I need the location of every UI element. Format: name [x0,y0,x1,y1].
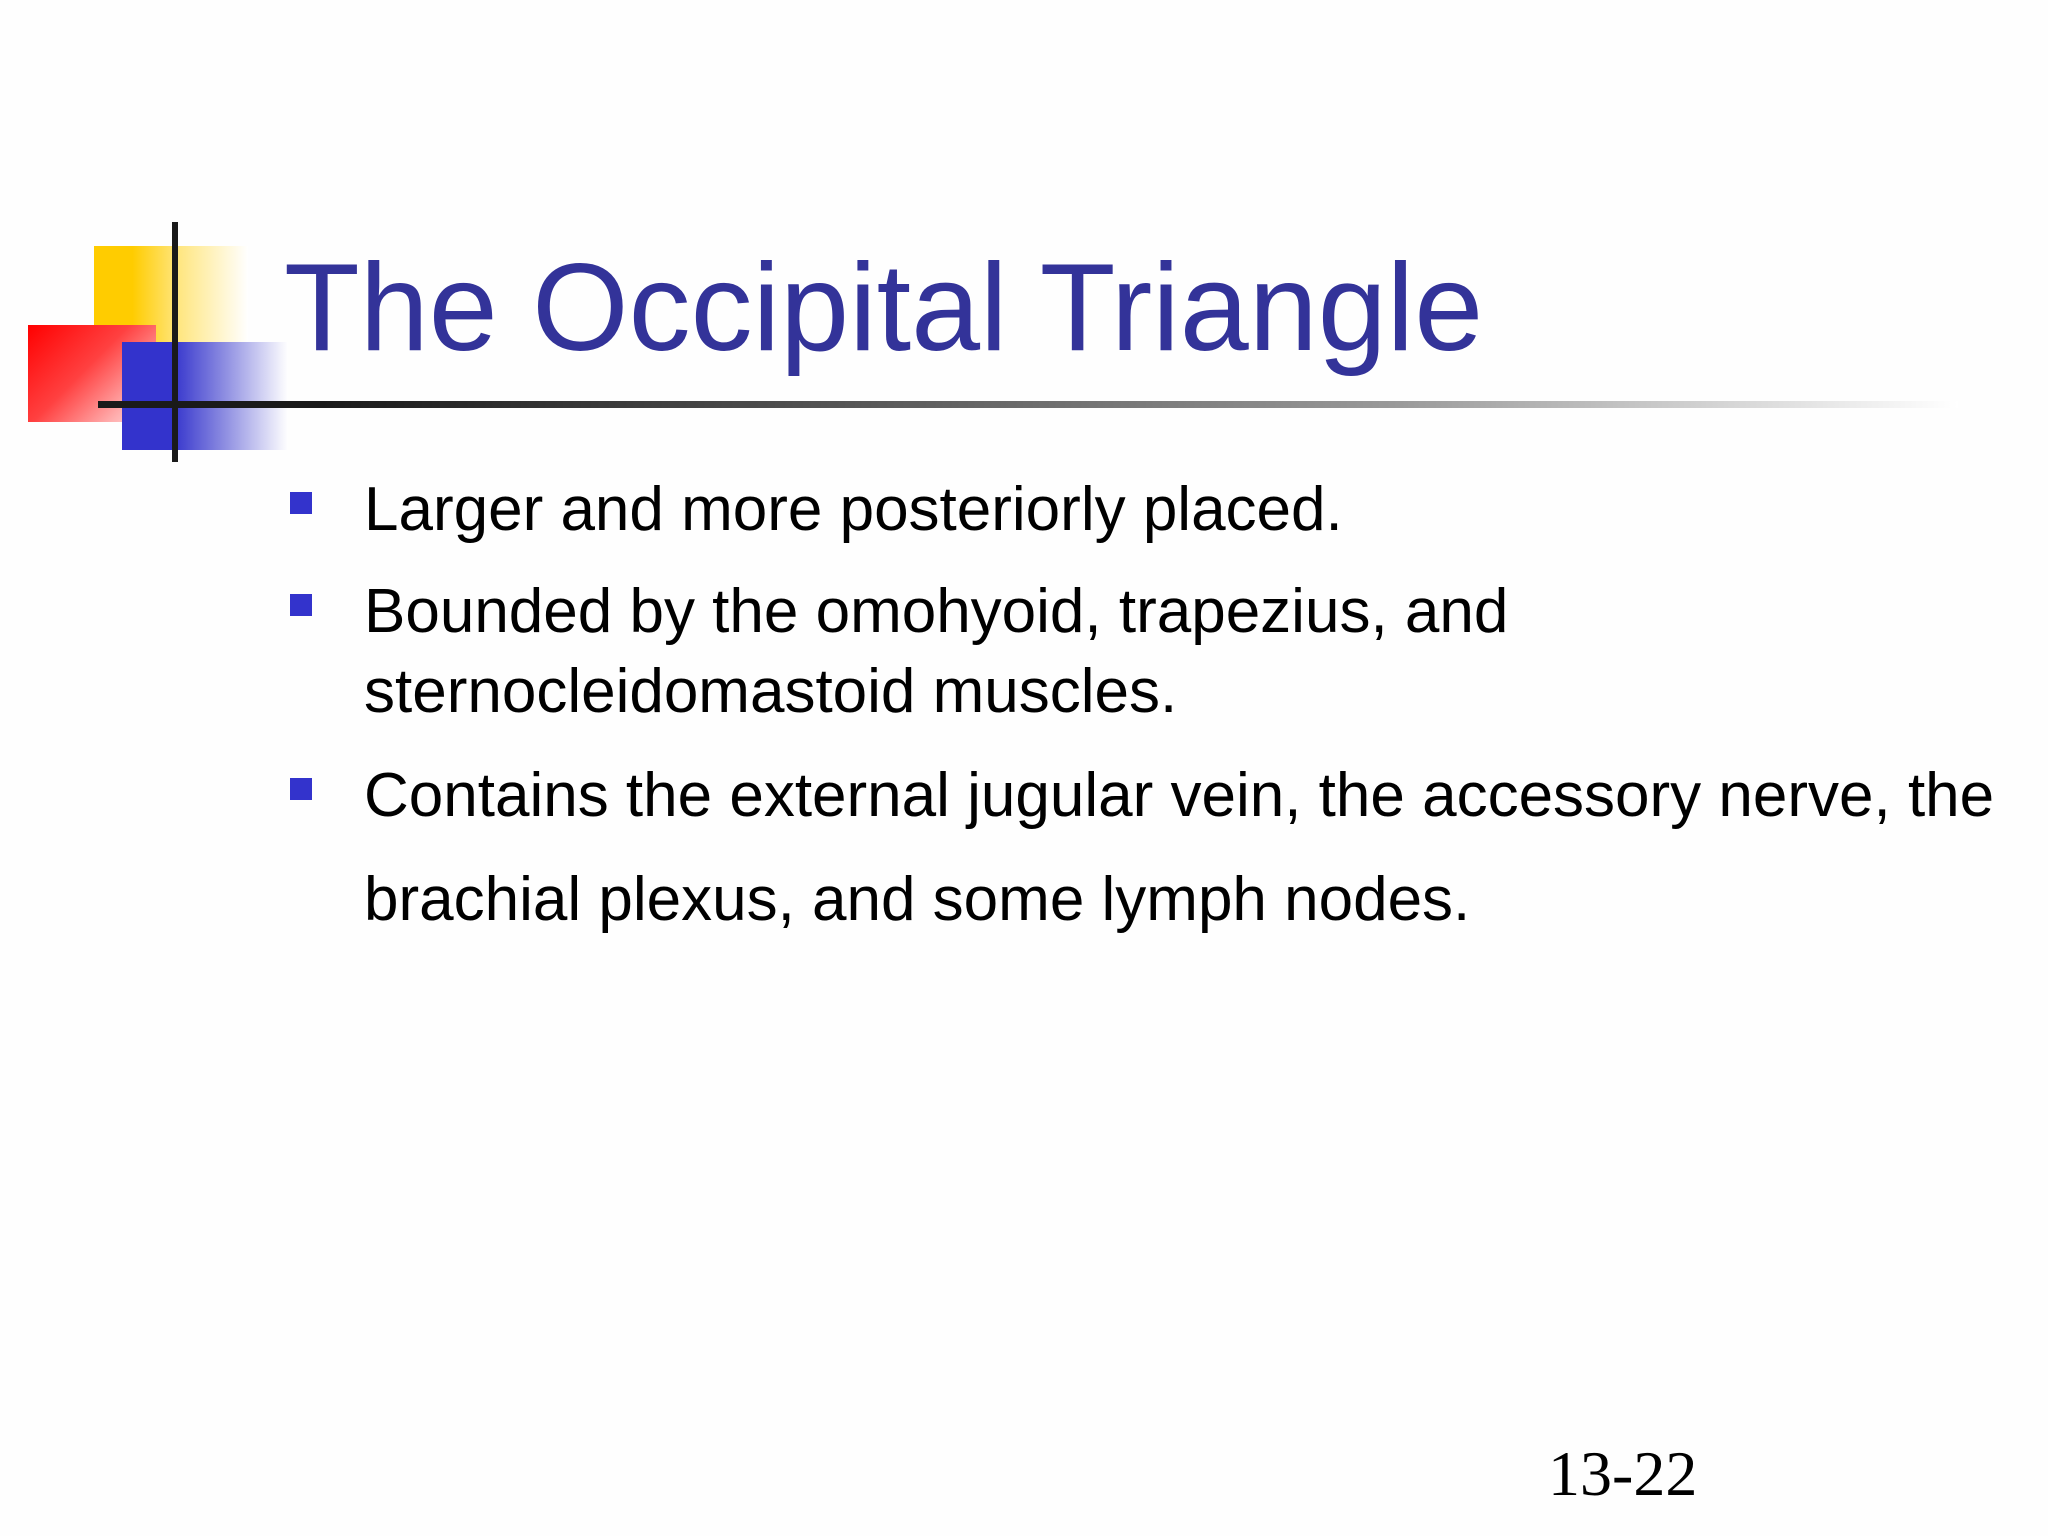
bullet-item [290,470,2030,550]
square-bullet-icon [290,492,312,514]
slide-title: The Occipital Triangle [284,239,1484,377]
square-bullet-icon [290,778,312,800]
bullet-item [290,572,2030,732]
title-underline [98,401,1958,408]
bullet-text: Contains the external jugular vein, the accessory nerve, the brachial plexus, and some lymph nodes. [364,761,1995,934]
decorative-logo [0,0,300,480]
bullet-list [290,470,2030,952]
bullet-item [290,744,2030,952]
vertical-rule [172,222,178,462]
bullet-text: Bounded by the omohyoid, trapezius, and sternocleidomastoid muscles. [364,577,1509,726]
square-bullet-icon [290,594,312,616]
bullet-text: Larger and more posteriorly placed. [364,475,1343,544]
page-number: 13-22 [1548,1438,1698,1509]
blue-square [122,342,288,450]
